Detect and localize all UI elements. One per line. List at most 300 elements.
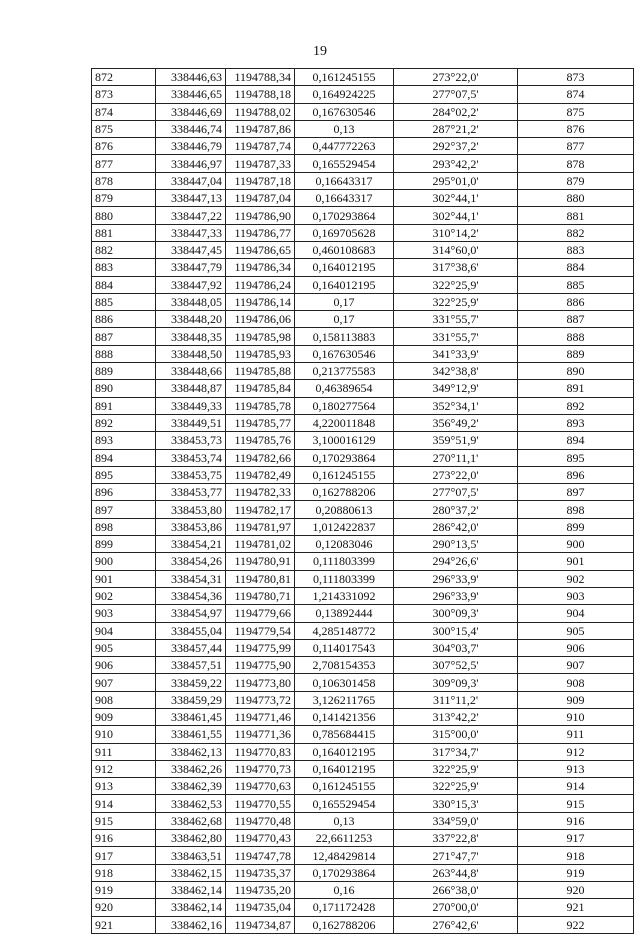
direction-angle-cell: 341°33,9' <box>394 345 518 362</box>
next-point-cell: 884 <box>518 259 634 276</box>
distance-cell: 0,180277564 <box>295 397 394 414</box>
next-point-cell: 902 <box>518 570 634 587</box>
y-coordinate-cell: 1194770,63 <box>226 778 295 795</box>
direction-angle-cell: 359°51,9' <box>394 432 518 449</box>
direction-angle-cell: 309°09,3' <box>394 674 518 691</box>
direction-angle-cell: 287°21,2' <box>394 120 518 137</box>
point-number-cell: 919 <box>92 881 156 898</box>
table-row <box>92 190 634 207</box>
direction-angle-cell: 317°34,7' <box>394 743 518 760</box>
table-row <box>92 466 634 483</box>
next-point-cell: 874 <box>518 86 634 103</box>
distance-cell: 0,460108683 <box>295 241 394 258</box>
distance-cell: 4,220011848 <box>295 414 394 431</box>
x-coordinate-cell: 338453,77 <box>156 484 226 501</box>
point-number-cell: 911 <box>92 743 156 760</box>
point-number-cell: 903 <box>92 605 156 622</box>
next-point-cell: 897 <box>518 484 634 501</box>
table-row <box>92 605 634 622</box>
x-coordinate-cell: 338462,13 <box>156 743 226 760</box>
y-coordinate-cell: 1194781,97 <box>226 518 295 535</box>
next-point-cell: 913 <box>518 760 634 777</box>
next-point-cell: 876 <box>518 120 634 137</box>
y-coordinate-cell: 1194770,83 <box>226 743 295 760</box>
y-coordinate-cell: 1194770,73 <box>226 760 295 777</box>
x-coordinate-cell: 338446,63 <box>156 69 226 86</box>
point-number-cell: 894 <box>92 449 156 466</box>
next-point-cell: 910 <box>518 708 634 725</box>
x-coordinate-cell: 338448,05 <box>156 293 226 310</box>
next-point-cell: 919 <box>518 864 634 881</box>
table-row <box>92 899 634 916</box>
x-coordinate-cell: 338449,33 <box>156 397 226 414</box>
direction-angle-cell: 277°07,5' <box>394 484 518 501</box>
point-number-cell: 883 <box>92 259 156 276</box>
x-coordinate-cell: 338462,26 <box>156 760 226 777</box>
table-row <box>92 484 634 501</box>
point-number-cell: 889 <box>92 363 156 380</box>
direction-angle-cell: 273°22,0' <box>394 69 518 86</box>
point-number-cell: 877 <box>92 155 156 172</box>
next-point-cell: 895 <box>518 449 634 466</box>
distance-cell: 22,6611253 <box>295 830 394 847</box>
x-coordinate-cell: 338462,39 <box>156 778 226 795</box>
distance-cell: 2,708154353 <box>295 657 394 674</box>
point-number-cell: 890 <box>92 380 156 397</box>
table-row <box>92 536 634 553</box>
y-coordinate-cell: 1194780,91 <box>226 553 295 570</box>
distance-cell: 0,20880613 <box>295 501 394 518</box>
y-coordinate-cell: 1194770,55 <box>226 795 295 812</box>
y-coordinate-cell: 1194770,43 <box>226 830 295 847</box>
direction-angle-cell: 296°33,9' <box>394 570 518 587</box>
direction-angle-cell: 349°12,9' <box>394 380 518 397</box>
direction-angle-cell: 280°37,2' <box>394 501 518 518</box>
distance-cell: 0,164012195 <box>295 760 394 777</box>
y-coordinate-cell: 1194786,34 <box>226 259 295 276</box>
table-row <box>92 570 634 587</box>
y-coordinate-cell: 1194734,87 <box>226 916 295 933</box>
direction-angle-cell: 284°02,2' <box>394 103 518 120</box>
table-row <box>92 259 634 276</box>
x-coordinate-cell: 338462,14 <box>156 881 226 898</box>
distance-cell: 0,17 <box>295 293 394 310</box>
x-coordinate-cell: 338459,22 <box>156 674 226 691</box>
x-coordinate-cell: 338462,68 <box>156 812 226 829</box>
x-coordinate-cell: 338457,44 <box>156 639 226 656</box>
next-point-cell: 878 <box>518 155 634 172</box>
distance-cell: 0,161245155 <box>295 69 394 86</box>
table-row <box>92 120 634 137</box>
table-row <box>92 432 634 449</box>
direction-angle-cell: 334°59,0' <box>394 812 518 829</box>
point-number-cell: 905 <box>92 639 156 656</box>
distance-cell: 12,48429814 <box>295 847 394 864</box>
next-point-cell: 916 <box>518 812 634 829</box>
x-coordinate-cell: 338462,16 <box>156 916 226 933</box>
point-number-cell: 892 <box>92 414 156 431</box>
point-number-cell: 910 <box>92 726 156 743</box>
direction-angle-cell: 310°14,2' <box>394 224 518 241</box>
direction-angle-cell: 300°09,3' <box>394 605 518 622</box>
next-point-cell: 903 <box>518 587 634 604</box>
direction-angle-cell: 277°07,5' <box>394 86 518 103</box>
table-row <box>92 691 634 708</box>
coordinates-table-body <box>92 69 634 934</box>
y-coordinate-cell: 1194787,18 <box>226 172 295 189</box>
y-coordinate-cell: 1194780,71 <box>226 587 295 604</box>
x-coordinate-cell: 338454,26 <box>156 553 226 570</box>
table-row <box>92 639 634 656</box>
next-point-cell: 892 <box>518 397 634 414</box>
y-coordinate-cell: 1194785,98 <box>226 328 295 345</box>
x-coordinate-cell: 338457,51 <box>156 657 226 674</box>
table-row <box>92 380 634 397</box>
x-coordinate-cell: 338446,74 <box>156 120 226 137</box>
direction-angle-cell: 294°26,6' <box>394 553 518 570</box>
x-coordinate-cell: 338446,97 <box>156 155 226 172</box>
distance-cell: 0,111803399 <box>295 553 394 570</box>
distance-cell: 0,162788206 <box>295 916 394 933</box>
point-number-cell: 879 <box>92 190 156 207</box>
y-coordinate-cell: 1194788,02 <box>226 103 295 120</box>
point-number-cell: 921 <box>92 916 156 933</box>
point-number-cell: 912 <box>92 760 156 777</box>
direction-angle-cell: 266°38,0' <box>394 881 518 898</box>
table-row <box>92 155 634 172</box>
y-coordinate-cell: 1194787,33 <box>226 155 295 172</box>
table-row <box>92 345 634 362</box>
table-row <box>92 518 634 535</box>
next-point-cell: 911 <box>518 726 634 743</box>
x-coordinate-cell: 338461,45 <box>156 708 226 725</box>
x-coordinate-cell: 338448,35 <box>156 328 226 345</box>
direction-angle-cell: 331°55,7' <box>394 311 518 328</box>
direction-angle-cell: 292°37,2' <box>394 138 518 155</box>
table-row <box>92 553 634 570</box>
point-number-cell: 893 <box>92 432 156 449</box>
y-coordinate-cell: 1194780,81 <box>226 570 295 587</box>
table-row <box>92 795 634 812</box>
next-point-cell: 891 <box>518 380 634 397</box>
point-number-cell: 898 <box>92 518 156 535</box>
x-coordinate-cell: 338454,31 <box>156 570 226 587</box>
y-coordinate-cell: 1194781,02 <box>226 536 295 553</box>
point-number-cell: 886 <box>92 311 156 328</box>
direction-angle-cell: 273°22,0' <box>394 466 518 483</box>
table-row <box>92 501 634 518</box>
x-coordinate-cell: 338461,55 <box>156 726 226 743</box>
distance-cell: 0,167630546 <box>295 345 394 362</box>
y-coordinate-cell: 1194782,49 <box>226 466 295 483</box>
point-number-cell: 917 <box>92 847 156 864</box>
table-row <box>92 414 634 431</box>
y-coordinate-cell: 1194770,48 <box>226 812 295 829</box>
x-coordinate-cell: 338453,86 <box>156 518 226 535</box>
distance-cell: 0,164012195 <box>295 276 394 293</box>
y-coordinate-cell: 1194788,34 <box>226 69 295 86</box>
distance-cell: 0,12083046 <box>295 536 394 553</box>
distance-cell: 0,447772263 <box>295 138 394 155</box>
next-point-cell: 883 <box>518 241 634 258</box>
direction-angle-cell: 322°25,9' <box>394 760 518 777</box>
direction-angle-cell: 302°44,1' <box>394 207 518 224</box>
next-point-cell: 888 <box>518 328 634 345</box>
direction-angle-cell: 296°33,9' <box>394 587 518 604</box>
point-number-cell: 915 <box>92 812 156 829</box>
table-row <box>92 674 634 691</box>
distance-cell: 1,012422837 <box>295 518 394 535</box>
y-coordinate-cell: 1194735,20 <box>226 881 295 898</box>
y-coordinate-cell: 1194785,84 <box>226 380 295 397</box>
point-number-cell: 909 <box>92 708 156 725</box>
y-coordinate-cell: 1194787,86 <box>226 120 295 137</box>
table-row <box>92 138 634 155</box>
table-row <box>92 864 634 881</box>
y-coordinate-cell: 1194785,77 <box>226 414 295 431</box>
table-row <box>92 69 634 86</box>
table-row <box>92 743 634 760</box>
table-row <box>92 881 634 898</box>
table-row <box>92 328 634 345</box>
next-point-cell: 899 <box>518 518 634 535</box>
next-point-cell: 890 <box>518 363 634 380</box>
y-coordinate-cell: 1194773,72 <box>226 691 295 708</box>
direction-angle-cell: 352°34,1' <box>394 397 518 414</box>
direction-angle-cell: 270°00,0' <box>394 899 518 916</box>
table-row <box>92 708 634 725</box>
distance-cell: 0,161245155 <box>295 466 394 483</box>
distance-cell: 0,164012195 <box>295 743 394 760</box>
y-coordinate-cell: 1194775,99 <box>226 639 295 656</box>
distance-cell: 0,158113883 <box>295 328 394 345</box>
direction-angle-cell: 322°25,9' <box>394 293 518 310</box>
point-number-cell: 906 <box>92 657 156 674</box>
next-point-cell: 893 <box>518 414 634 431</box>
distance-cell: 0,165529454 <box>295 795 394 812</box>
next-point-cell: 922 <box>518 916 634 933</box>
table-row <box>92 86 634 103</box>
y-coordinate-cell: 1194771,36 <box>226 726 295 743</box>
x-coordinate-cell: 338447,92 <box>156 276 226 293</box>
y-coordinate-cell: 1194787,74 <box>226 138 295 155</box>
x-coordinate-cell: 338462,53 <box>156 795 226 812</box>
direction-angle-cell: 276°42,6' <box>394 916 518 933</box>
point-number-cell: 914 <box>92 795 156 812</box>
distance-cell: 0,13892444 <box>295 605 394 622</box>
direction-angle-cell: 317°38,6' <box>394 259 518 276</box>
next-point-cell: 880 <box>518 190 634 207</box>
table-row <box>92 449 634 466</box>
point-number-cell: 878 <box>92 172 156 189</box>
y-coordinate-cell: 1194747,78 <box>226 847 295 864</box>
distance-cell: 0,16643317 <box>295 172 394 189</box>
point-number-cell: 916 <box>92 830 156 847</box>
y-coordinate-cell: 1194785,93 <box>226 345 295 362</box>
distance-cell: 0,162788206 <box>295 484 394 501</box>
table-row <box>92 311 634 328</box>
x-coordinate-cell: 338447,22 <box>156 207 226 224</box>
point-number-cell: 887 <box>92 328 156 345</box>
distance-cell: 4,285148772 <box>295 622 394 639</box>
table-row <box>92 363 634 380</box>
table-row <box>92 103 634 120</box>
x-coordinate-cell: 338453,80 <box>156 501 226 518</box>
table-row <box>92 293 634 310</box>
table-row <box>92 830 634 847</box>
next-point-cell: 912 <box>518 743 634 760</box>
x-coordinate-cell: 338462,14 <box>156 899 226 916</box>
y-coordinate-cell: 1194785,78 <box>226 397 295 414</box>
direction-angle-cell: 300°15,4' <box>394 622 518 639</box>
point-number-cell: 873 <box>92 86 156 103</box>
table-row <box>92 812 634 829</box>
direction-angle-cell: 271°47,7' <box>394 847 518 864</box>
x-coordinate-cell: 338448,87 <box>156 380 226 397</box>
distance-cell: 0,171172428 <box>295 899 394 916</box>
page-number: 19 <box>313 44 327 59</box>
point-number-cell: 901 <box>92 570 156 587</box>
next-point-cell: 920 <box>518 881 634 898</box>
point-number-cell: 895 <box>92 466 156 483</box>
distance-cell: 3,100016129 <box>295 432 394 449</box>
point-number-cell: 880 <box>92 207 156 224</box>
distance-cell: 0,114017543 <box>295 639 394 656</box>
y-coordinate-cell: 1194786,14 <box>226 293 295 310</box>
x-coordinate-cell: 338446,65 <box>156 86 226 103</box>
distance-cell: 0,16643317 <box>295 190 394 207</box>
point-number-cell: 908 <box>92 691 156 708</box>
direction-angle-cell: 302°44,1' <box>394 190 518 207</box>
direction-angle-cell: 337°22,8' <box>394 830 518 847</box>
y-coordinate-cell: 1194735,04 <box>226 899 295 916</box>
point-number-cell: 920 <box>92 899 156 916</box>
direction-angle-cell: 331°55,7' <box>394 328 518 345</box>
x-coordinate-cell: 338447,45 <box>156 241 226 258</box>
table-row <box>92 778 634 795</box>
x-coordinate-cell: 338454,36 <box>156 587 226 604</box>
x-coordinate-cell: 338462,80 <box>156 830 226 847</box>
y-coordinate-cell: 1194735,37 <box>226 864 295 881</box>
distance-cell: 0,785684415 <box>295 726 394 743</box>
table-row <box>92 224 634 241</box>
y-coordinate-cell: 1194786,24 <box>226 276 295 293</box>
direction-angle-cell: 322°25,9' <box>394 778 518 795</box>
coordinates-table <box>91 68 634 934</box>
distance-cell: 1,214331092 <box>295 587 394 604</box>
direction-angle-cell: 270°11,1' <box>394 449 518 466</box>
distance-cell: 0,46389654 <box>295 380 394 397</box>
next-point-cell: 906 <box>518 639 634 656</box>
distance-cell: 0,13 <box>295 120 394 137</box>
next-point-cell: 901 <box>518 553 634 570</box>
distance-cell: 0,111803399 <box>295 570 394 587</box>
distance-cell: 0,164924225 <box>295 86 394 103</box>
table-row <box>92 207 634 224</box>
point-number-cell: 913 <box>92 778 156 795</box>
next-point-cell: 879 <box>518 172 634 189</box>
next-point-cell: 875 <box>518 103 634 120</box>
direction-angle-cell: 313°42,2' <box>394 708 518 725</box>
x-coordinate-cell: 338448,20 <box>156 311 226 328</box>
distance-cell: 0,165529454 <box>295 155 394 172</box>
distance-cell: 0,170293864 <box>295 207 394 224</box>
next-point-cell: 882 <box>518 224 634 241</box>
table-row <box>92 916 634 933</box>
direction-angle-cell: 356°49,2' <box>394 414 518 431</box>
x-coordinate-cell: 338453,74 <box>156 449 226 466</box>
x-coordinate-cell: 338446,69 <box>156 103 226 120</box>
next-point-cell: 896 <box>518 466 634 483</box>
direction-angle-cell: 314°60,0' <box>394 241 518 258</box>
point-number-cell: 882 <box>92 241 156 258</box>
table-row <box>92 172 634 189</box>
distance-cell: 0,213775583 <box>295 363 394 380</box>
point-number-cell: 897 <box>92 501 156 518</box>
y-coordinate-cell: 1194779,54 <box>226 622 295 639</box>
direction-angle-cell: 342°38,8' <box>394 363 518 380</box>
next-point-cell: 909 <box>518 691 634 708</box>
point-number-cell: 900 <box>92 553 156 570</box>
point-number-cell: 902 <box>92 587 156 604</box>
direction-angle-cell: 315°00,0' <box>394 726 518 743</box>
next-point-cell: 889 <box>518 345 634 362</box>
point-number-cell: 885 <box>92 293 156 310</box>
x-coordinate-cell: 338462,15 <box>156 864 226 881</box>
table-row <box>92 241 634 258</box>
x-coordinate-cell: 338447,04 <box>156 172 226 189</box>
x-coordinate-cell: 338447,33 <box>156 224 226 241</box>
next-point-cell: 887 <box>518 311 634 328</box>
x-coordinate-cell: 338453,75 <box>156 466 226 483</box>
direction-angle-cell: 263°44,8' <box>394 864 518 881</box>
next-point-cell: 898 <box>518 501 634 518</box>
next-point-cell: 894 <box>518 432 634 449</box>
distance-cell: 0,16 <box>295 881 394 898</box>
y-coordinate-cell: 1194788,18 <box>226 86 295 103</box>
next-point-cell: 918 <box>518 847 634 864</box>
x-coordinate-cell: 338455,04 <box>156 622 226 639</box>
y-coordinate-cell: 1194782,33 <box>226 484 295 501</box>
distance-cell: 3,126211765 <box>295 691 394 708</box>
point-number-cell: 874 <box>92 103 156 120</box>
next-point-cell: 900 <box>518 536 634 553</box>
point-number-cell: 904 <box>92 622 156 639</box>
distance-cell: 0,164012195 <box>295 259 394 276</box>
direction-angle-cell: 293°42,2' <box>394 155 518 172</box>
point-number-cell: 876 <box>92 138 156 155</box>
point-number-cell: 896 <box>92 484 156 501</box>
x-coordinate-cell: 338449,51 <box>156 414 226 431</box>
direction-angle-cell: 311°11,2' <box>394 691 518 708</box>
point-number-cell: 899 <box>92 536 156 553</box>
next-point-cell: 877 <box>518 138 634 155</box>
y-coordinate-cell: 1194779,66 <box>226 605 295 622</box>
next-point-cell: 907 <box>518 657 634 674</box>
x-coordinate-cell: 338448,50 <box>156 345 226 362</box>
x-coordinate-cell: 338463,51 <box>156 847 226 864</box>
point-number-cell: 907 <box>92 674 156 691</box>
point-number-cell: 881 <box>92 224 156 241</box>
next-point-cell: 881 <box>518 207 634 224</box>
table-row <box>92 276 634 293</box>
y-coordinate-cell: 1194775,90 <box>226 657 295 674</box>
distance-cell: 0,169705628 <box>295 224 394 241</box>
point-number-cell: 872 <box>92 69 156 86</box>
table-row <box>92 760 634 777</box>
x-coordinate-cell: 338447,79 <box>156 259 226 276</box>
y-coordinate-cell: 1194786,06 <box>226 311 295 328</box>
